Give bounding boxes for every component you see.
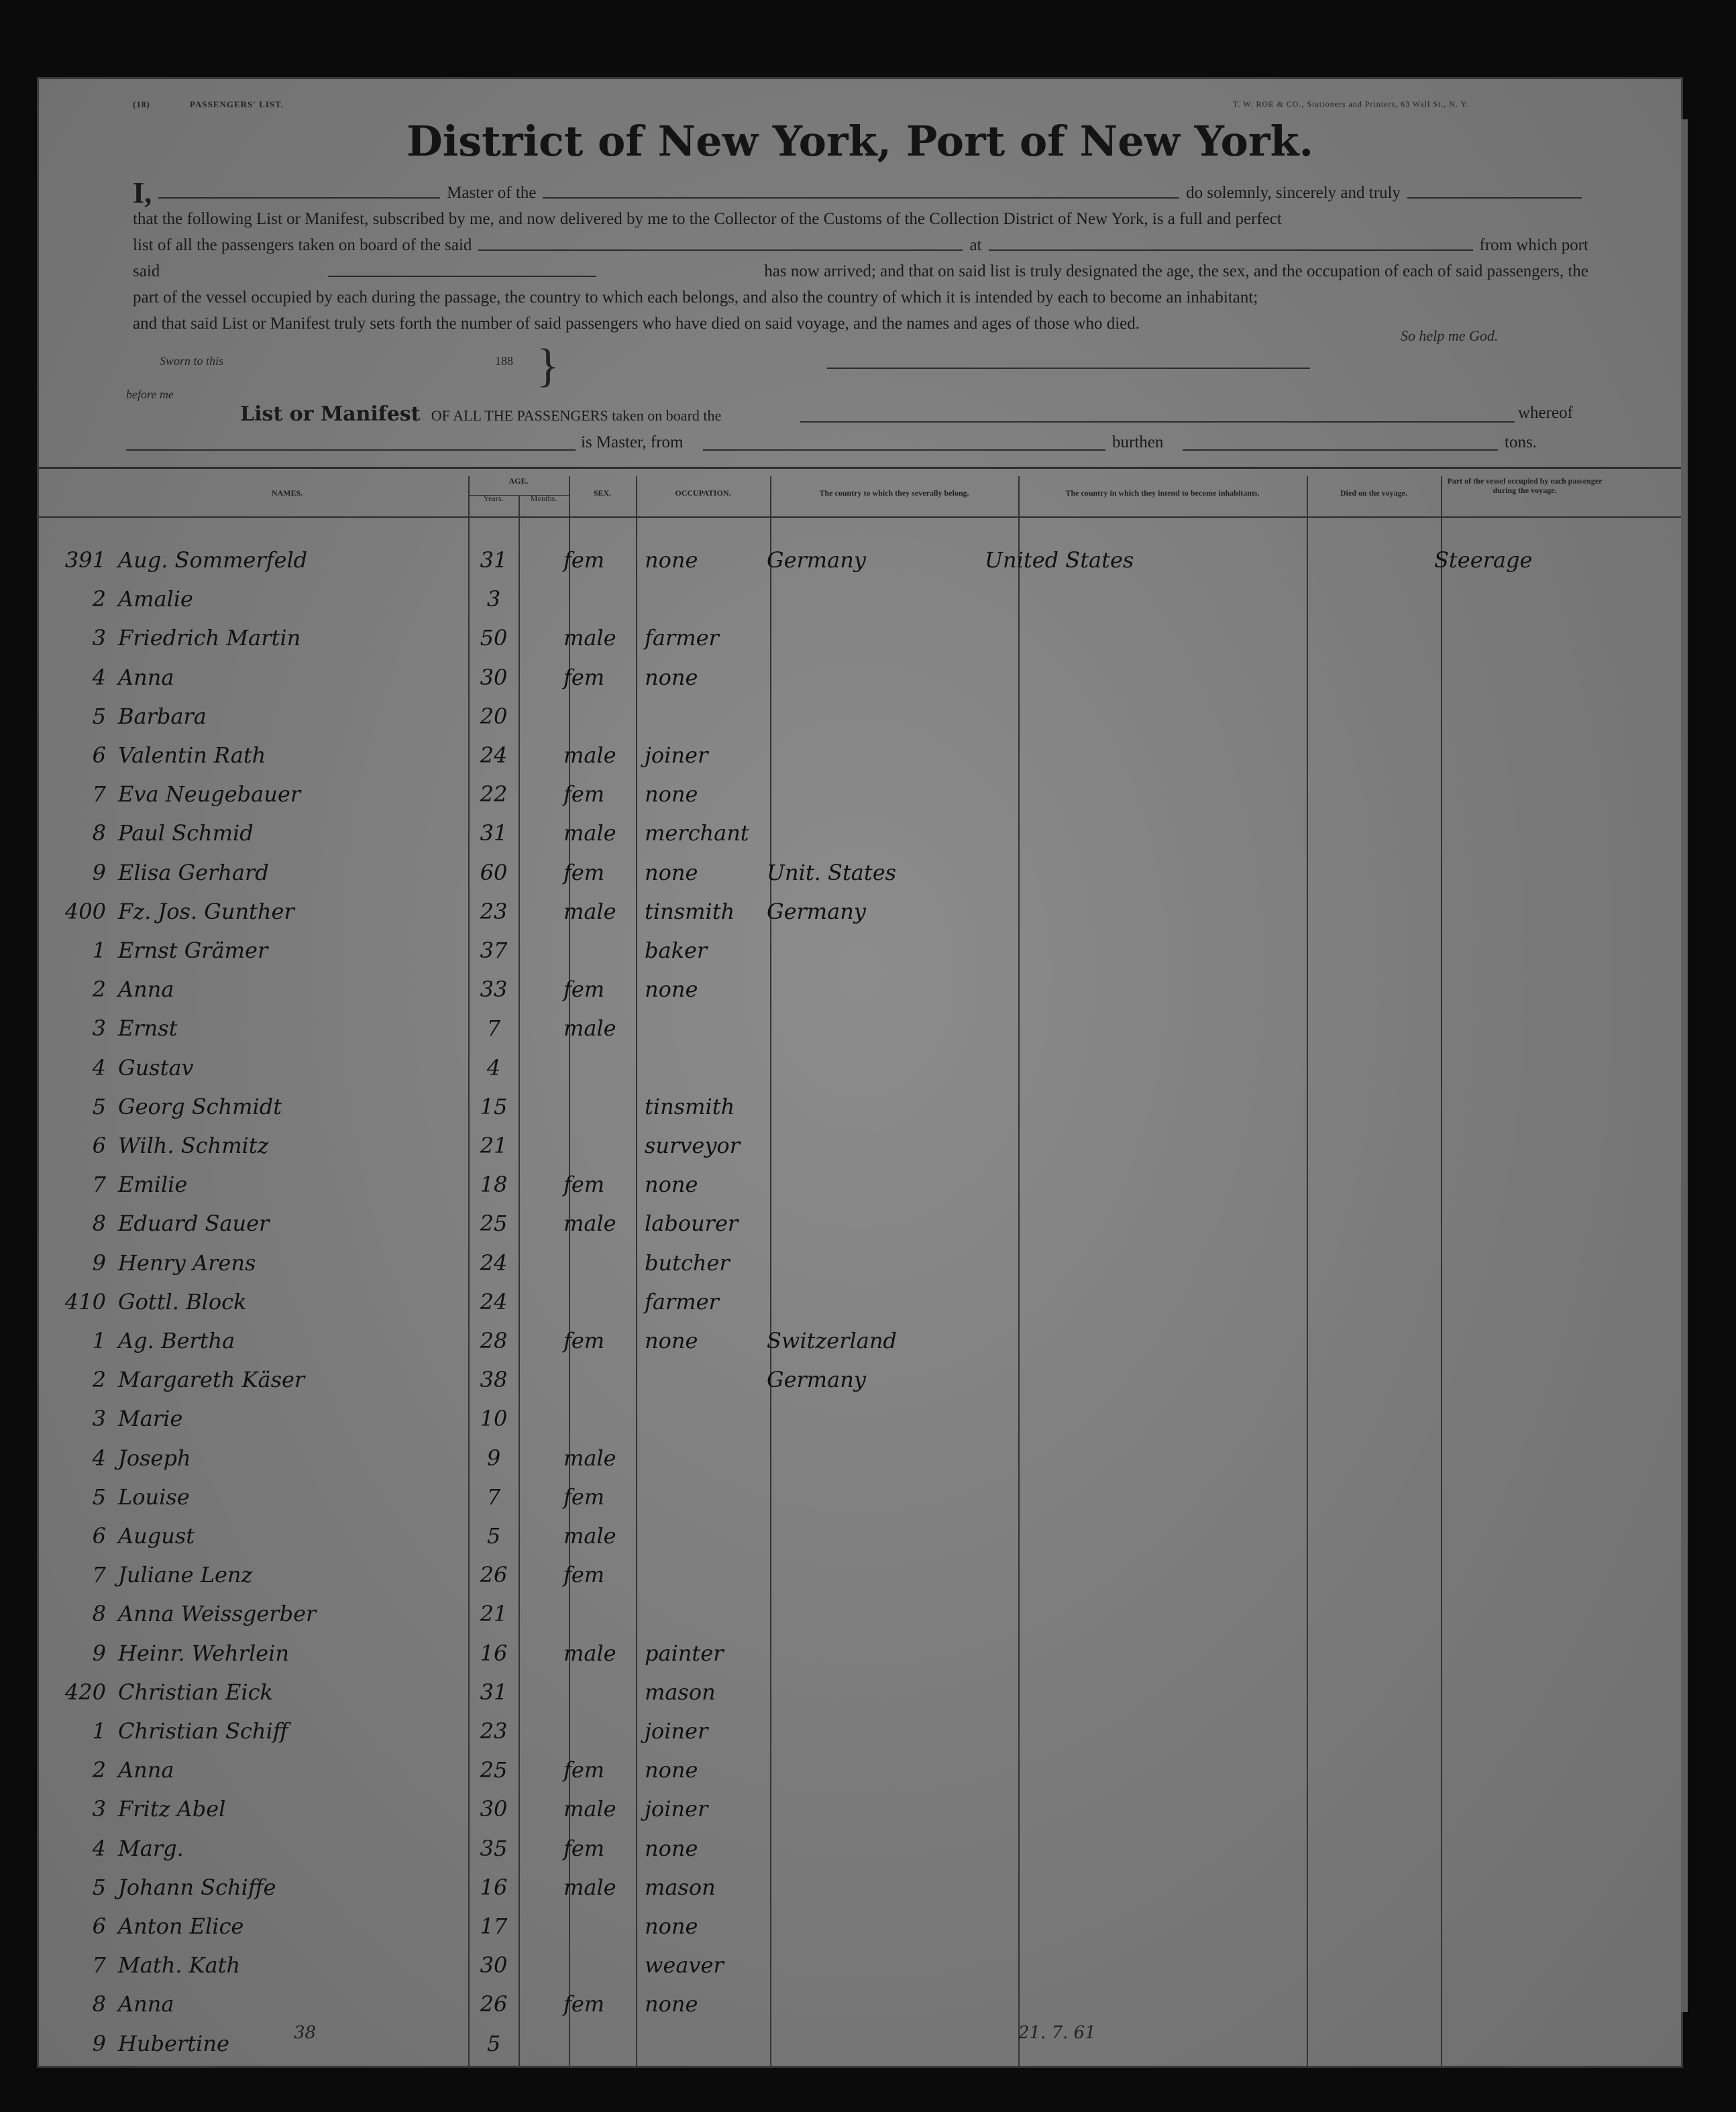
passenger-occupation: none [645, 1991, 698, 2017]
passenger-age: 60 [480, 859, 508, 885]
passenger-sex: fem [563, 1328, 605, 1353]
table-row [39, 820, 1681, 860]
passenger-age: 30 [480, 1796, 508, 1822]
col-country-inhabit: The country in which they intend to become inhabitants. [1065, 488, 1260, 498]
table-row [39, 1952, 1681, 1993]
declaration-text: that the following List or Manifest, subscribed by me, and now delivered by me to the Collector of the Customs of the Collection District of New York, is a full and perfect [133, 210, 1282, 228]
passenger-sex: male [563, 1796, 616, 1822]
passenger-occupation: merchant [645, 820, 749, 846]
passenger-name: Joseph [118, 1445, 191, 1471]
passenger-occupation: farmer [645, 625, 719, 651]
sworn-year: 188 [495, 354, 513, 368]
declaration-text: from which port [1479, 236, 1588, 254]
passenger-sex: male [563, 1874, 616, 1900]
table-row [39, 1523, 1681, 1563]
passenger-number: 1 [92, 938, 106, 963]
sworn-label: Sworn to this [160, 354, 224, 368]
passenger-name: Anna [118, 1991, 174, 2017]
passenger-sex: fem [563, 977, 605, 1003]
passenger-age: 22 [480, 781, 508, 808]
table-row [39, 860, 1681, 900]
manifest-page [39, 79, 1681, 2066]
passenger-age: 30 [480, 1952, 508, 1979]
passenger-number: 3 [92, 1796, 106, 1822]
passenger-number: 5 [92, 703, 106, 729]
passenger-number: 410 [64, 1288, 106, 1315]
tons-label: tons. [1505, 433, 1537, 451]
passenger-age: 3 [486, 586, 501, 612]
passenger-name: Eduard Sauer [118, 1211, 270, 1237]
passenger-age: 21 [480, 1601, 508, 1627]
passenger-number: 3 [92, 625, 106, 651]
passenger-number: 400 [64, 898, 106, 924]
col-months: Months. [530, 494, 557, 503]
passenger-sex: fem [563, 1562, 605, 1588]
passenger-name: Juliane Lenz [118, 1562, 253, 1588]
passenger-number: 2 [92, 1757, 106, 1783]
declaration-I: I, [133, 176, 152, 209]
table-row [39, 1172, 1681, 1212]
passenger-name: Christian Schiff [118, 1718, 288, 1744]
passenger-age: 17 [480, 1913, 508, 1939]
passenger-occupation: none [645, 1328, 698, 1353]
passenger-age: 21 [480, 1133, 508, 1158]
col-years: Years. [483, 494, 504, 503]
passenger-country: Unit. States [767, 859, 897, 885]
passenger-age: 31 [480, 547, 508, 573]
passenger-name: Heinr. Wehrlein [118, 1640, 289, 1666]
table-row [39, 625, 1681, 665]
passenger-sex: male [563, 1015, 616, 1042]
passenger-number: 4 [92, 1835, 106, 1861]
passenger-sex: male [563, 820, 616, 846]
passenger-number: 1 [92, 1328, 106, 1353]
passenger-sex: fem [563, 1172, 605, 1198]
declaration-text: at [969, 236, 982, 254]
passenger-age: 24 [480, 1288, 508, 1315]
passenger-number: 5 [92, 1874, 106, 1900]
blank-field [158, 180, 440, 199]
passenger-number: 5 [92, 1093, 106, 1119]
passenger-sex: fem [563, 1484, 605, 1510]
passenger-occupation: joiner [645, 1796, 708, 1822]
table-row [39, 1991, 1681, 2032]
declaration-text: said [133, 262, 160, 280]
declaration-text: part of the vessel occupied by each during the passage, the country to which each belongs, and also the country of which it is intended by each to become an inhabitant; [133, 288, 1258, 307]
master-from-label: is Master, from [581, 433, 684, 451]
passenger-sex: male [563, 625, 616, 651]
passenger-name: Wilh. Schmitz [118, 1133, 269, 1158]
manifest-line [240, 402, 721, 426]
passenger-country: Switzerland [767, 1328, 897, 1353]
passenger-age: 35 [480, 1835, 508, 1861]
passenger-age: 16 [480, 1640, 508, 1666]
declaration-line [133, 206, 1588, 232]
passenger-number: 4 [92, 1054, 106, 1080]
passenger-name: Paul Schmid [118, 820, 254, 846]
passenger-number: 2 [92, 977, 106, 1003]
passenger-sex: fem [563, 781, 605, 808]
table-row [39, 1562, 1681, 1602]
table-row [39, 1836, 1681, 1876]
passenger-name: Christian Eick [118, 1679, 273, 1705]
passenger-occupation: none [645, 1913, 698, 1939]
table-row [39, 938, 1681, 978]
table-row [39, 899, 1681, 939]
passenger-number: 3 [92, 1015, 106, 1042]
passenger-age: 10 [480, 1406, 508, 1432]
passenger-name: Ag. Bertha [118, 1328, 235, 1353]
passenger-age: 30 [480, 664, 508, 690]
passenger-age: 50 [480, 625, 508, 651]
passenger-name: Gustav [118, 1054, 194, 1080]
table-row [39, 1328, 1681, 1368]
passenger-occupation: tinsmith [645, 898, 735, 924]
declaration-line [133, 232, 1588, 258]
passenger-number: 8 [92, 820, 106, 846]
passenger-age: 26 [480, 1991, 508, 2017]
burthen-label: burthen [1112, 433, 1164, 451]
blank-field [703, 449, 1105, 451]
passenger-occupation: surveyor [645, 1133, 740, 1158]
passenger-sex: male [563, 742, 616, 768]
passenger-occupation: none [645, 781, 698, 808]
table-row [39, 1055, 1681, 1095]
header-bottom-rule [39, 516, 1681, 518]
passenger-name: Hubertine [118, 2030, 229, 2056]
passenger-name: Georg Schmidt [118, 1093, 282, 1119]
passenger-name: Elisa Gerhard [118, 859, 269, 885]
passenger-name: Anna [118, 664, 174, 690]
blank-field [1407, 180, 1582, 199]
passenger-number: 2 [92, 1367, 106, 1393]
passenger-age: 7 [486, 1015, 501, 1042]
passenger-age: 5 [486, 2030, 501, 2056]
passenger-number: 3 [92, 1406, 106, 1432]
passenger-number: 4 [92, 1445, 106, 1471]
tally-left: 38 [294, 2023, 317, 2043]
passenger-number: 6 [92, 1913, 106, 1939]
declaration [133, 176, 1588, 337]
passenger-sex: fem [563, 1835, 605, 1861]
table-row [39, 2031, 1681, 2071]
passenger-occupation: farmer [645, 1288, 719, 1315]
passenger-occupation: none [645, 664, 698, 690]
passenger-age: 25 [480, 1757, 508, 1783]
table-row [39, 665, 1681, 705]
passenger-age: 28 [480, 1328, 508, 1353]
table-row [39, 1913, 1681, 1954]
table-row [39, 781, 1681, 822]
passenger-occupation: mason [645, 1874, 716, 1900]
passenger-number: 2 [92, 586, 106, 612]
passenger-name: Friedrich Martin [118, 625, 301, 651]
passenger-name: Anna Weissgerber [118, 1601, 317, 1627]
passenger-occupation: painter [645, 1640, 724, 1666]
table-row [39, 1601, 1681, 1641]
passenger-sex: male [563, 1523, 616, 1549]
table-row [39, 1875, 1681, 1915]
page-edge [1681, 119, 1688, 2012]
oath-closing: So help me God. [1401, 327, 1499, 344]
passenger-occupation: tinsmith [645, 1093, 735, 1119]
col-country-belong: The country to which they severally belong. [819, 488, 969, 498]
col-age: AGE. [508, 476, 529, 486]
passenger-number: 7 [92, 781, 106, 808]
blank-field [126, 449, 576, 451]
passenger-age: 16 [480, 1874, 508, 1900]
declaration-text: list of all the passengers taken on board of the said [133, 236, 472, 254]
passenger-name: Aug. Sommerfeld [118, 547, 308, 573]
passenger-number: 9 [92, 859, 106, 885]
passenger-age: 31 [480, 1679, 508, 1705]
passenger-name: Ernst Grämer [118, 938, 268, 963]
declaration-text: and that said List or Manifest truly sets forth the number of said passengers who have died on said voyage, and the names and ages of those who died. [133, 315, 1140, 333]
passenger-sex: fem [563, 547, 605, 573]
passenger-age: 23 [480, 898, 508, 924]
passenger-age: 31 [480, 820, 508, 846]
declaration-line [133, 284, 1588, 311]
blank-field [478, 232, 963, 251]
passenger-age: 7 [486, 1484, 501, 1510]
passenger-age: 25 [480, 1211, 508, 1237]
passenger-number: 9 [92, 2030, 106, 2056]
passenger-age: 9 [486, 1445, 501, 1471]
passenger-number: 8 [92, 1601, 106, 1627]
col-died: Died on the voyage. [1340, 488, 1407, 498]
before-me-label: before me [126, 388, 174, 401]
passenger-name: Math. Kath [118, 1952, 241, 1979]
table-row [39, 1679, 1681, 1720]
passenger-name: Gottl. Block [118, 1288, 247, 1315]
passenger-number: 8 [92, 1991, 106, 2017]
passenger-number: 7 [92, 1172, 106, 1198]
passenger-age: 15 [480, 1093, 508, 1119]
passenger-sex: fem [563, 1757, 605, 1783]
passenger-sex: fem [563, 1991, 605, 2017]
printer-credit: T. W. ROE & CO., Stationers and Printers, 63 Wall St., N. Y. [1233, 99, 1469, 109]
passenger-number: 6 [92, 1523, 106, 1549]
passenger-occupation: none [645, 1835, 698, 1861]
table-row [39, 1718, 1681, 1759]
table-row [39, 742, 1681, 783]
passenger-sex: fem [563, 859, 605, 885]
passenger-number: 6 [92, 742, 106, 768]
table-row [39, 586, 1681, 626]
table-row [39, 1250, 1681, 1290]
manifest-heading: List or Manifest [240, 402, 421, 426]
passenger-number: 391 [64, 547, 106, 573]
passenger-name: August [118, 1523, 195, 1549]
passenger-number: 6 [92, 1133, 106, 1158]
column-headers [39, 469, 1681, 516]
table-row [39, 1211, 1681, 1251]
passenger-occupation: none [645, 1172, 698, 1198]
passenger-sex: fem [563, 664, 605, 690]
passenger-country: Germany [767, 898, 866, 924]
col-sex: SEX. [593, 488, 612, 498]
passenger-number: 8 [92, 1211, 106, 1237]
passenger-occupation: none [645, 547, 698, 573]
table-row [39, 1641, 1681, 1681]
passenger-name: Emilie [118, 1172, 188, 1198]
passenger-age: 24 [480, 1249, 508, 1276]
table-row [39, 1367, 1681, 1407]
passenger-sex: male [563, 1640, 616, 1666]
passenger-age: 20 [480, 703, 508, 729]
table-row [39, 1796, 1681, 1836]
passenger-number: 1 [92, 1718, 106, 1744]
passenger-occupation: joiner [645, 1718, 708, 1744]
passenger-occupation: baker [645, 938, 708, 963]
passenger-age: 33 [480, 977, 508, 1003]
passenger-age: 38 [480, 1367, 508, 1393]
table-row [39, 1133, 1681, 1173]
passenger-name: Johann Schiffe [118, 1874, 276, 1900]
passenger-number: 7 [92, 1562, 106, 1588]
passenger-number: 7 [92, 1952, 106, 1979]
table-top-rule [39, 467, 1681, 469]
table-row [39, 1445, 1681, 1486]
passenger-age: 4 [486, 1054, 501, 1080]
passenger-occupation: labourer [645, 1211, 739, 1237]
passenger-number: 9 [92, 1640, 106, 1666]
passenger-occupation: mason [645, 1679, 716, 1705]
passenger-name: Barbara [118, 703, 207, 729]
tally-right: 21. 7. 61 [1018, 2023, 1096, 2043]
col-names: NAMES. [271, 488, 303, 498]
page-number: (18) [133, 99, 150, 109]
age-sub-rule [468, 495, 569, 496]
passenger-number: 9 [92, 1249, 106, 1276]
passenger-name: Anna [118, 1757, 174, 1783]
table-row [39, 1757, 1681, 1797]
master-of-label: Master of the [447, 184, 537, 202]
passenger-name: Fritz Abel [118, 1796, 226, 1822]
solemnly-label: do solemnly, sincerely and truly [1186, 184, 1401, 202]
signature-line [827, 368, 1310, 369]
blank-field [989, 232, 1473, 251]
passenger-country: Germany [767, 547, 866, 573]
passenger-name: Amalie [118, 586, 193, 612]
whereof-label: whereof [1518, 404, 1573, 422]
brace: } [537, 340, 559, 392]
passenger-country: Germany [767, 1367, 866, 1393]
list-label: PASSENGERS' LIST. [190, 99, 284, 109]
col-part-vessel: Part of the vessel occupied by each passenger during the voyage. [1447, 476, 1603, 495]
passenger-vessel-part: Steerage [1434, 547, 1533, 573]
passenger-name: Henry Arens [118, 1249, 256, 1276]
passenger-occupation: butcher [645, 1249, 730, 1276]
passenger-occupation: none [645, 1757, 698, 1783]
manifest-text: OF ALL THE PASSENGERS taken on board the [431, 407, 722, 424]
table-row [39, 1406, 1681, 1446]
passenger-occupation: none [645, 977, 698, 1003]
blank-field [800, 421, 1515, 423]
table-row [39, 1484, 1681, 1524]
page-title: District of New York, Port of New York. [406, 117, 1314, 166]
passenger-name: Anna [118, 977, 174, 1003]
passenger-age: 23 [480, 1718, 508, 1744]
passenger-sex: male [563, 1211, 616, 1237]
passenger-age: 18 [480, 1172, 508, 1198]
declaration-line [133, 176, 1588, 209]
passenger-name: Anton Elice [118, 1913, 244, 1939]
table-row [39, 977, 1681, 1017]
passenger-name: Ernst [118, 1015, 178, 1042]
declaration-text: has now arrived; and that on said list is truly designated the age, the sex, and the occupation of each of said passengers, the [764, 262, 1588, 280]
passenger-number: 5 [92, 1484, 106, 1510]
passenger-name: Valentin Rath [118, 742, 266, 768]
passenger-name: Fz. Jos. Gunther [118, 898, 294, 924]
table-row [39, 1015, 1681, 1056]
passenger-sex: male [563, 898, 616, 924]
passenger-age: 5 [486, 1523, 501, 1549]
passenger-occupation: joiner [645, 742, 708, 768]
declaration-line [133, 311, 1588, 337]
passenger-name: Marie [118, 1406, 183, 1432]
passenger-age: 37 [480, 938, 508, 963]
blank-field [543, 180, 1179, 199]
passenger-name: Margareth Käser [118, 1367, 305, 1393]
passenger-age: 26 [480, 1562, 508, 1588]
blank-field [328, 258, 596, 277]
passenger-number: 4 [92, 664, 106, 690]
passenger-occupation: none [645, 859, 698, 885]
table-row [39, 547, 1681, 588]
passenger-name: Eva Neugebauer [118, 781, 301, 808]
col-occupation: OCCUPATION. [675, 488, 731, 498]
passenger-number: 420 [64, 1679, 106, 1705]
table-row [39, 1094, 1681, 1134]
blank-field [1183, 449, 1498, 451]
table-row [39, 1289, 1681, 1329]
passenger-name: Louise [118, 1484, 190, 1510]
passenger-sex: male [563, 1445, 616, 1471]
passenger-destination: United States [985, 547, 1134, 573]
passenger-name: Marg. [118, 1835, 184, 1861]
declaration-line [133, 258, 1588, 284]
table-row [39, 704, 1681, 744]
passenger-age: 24 [480, 742, 508, 768]
passenger-occupation: weaver [645, 1952, 724, 1979]
